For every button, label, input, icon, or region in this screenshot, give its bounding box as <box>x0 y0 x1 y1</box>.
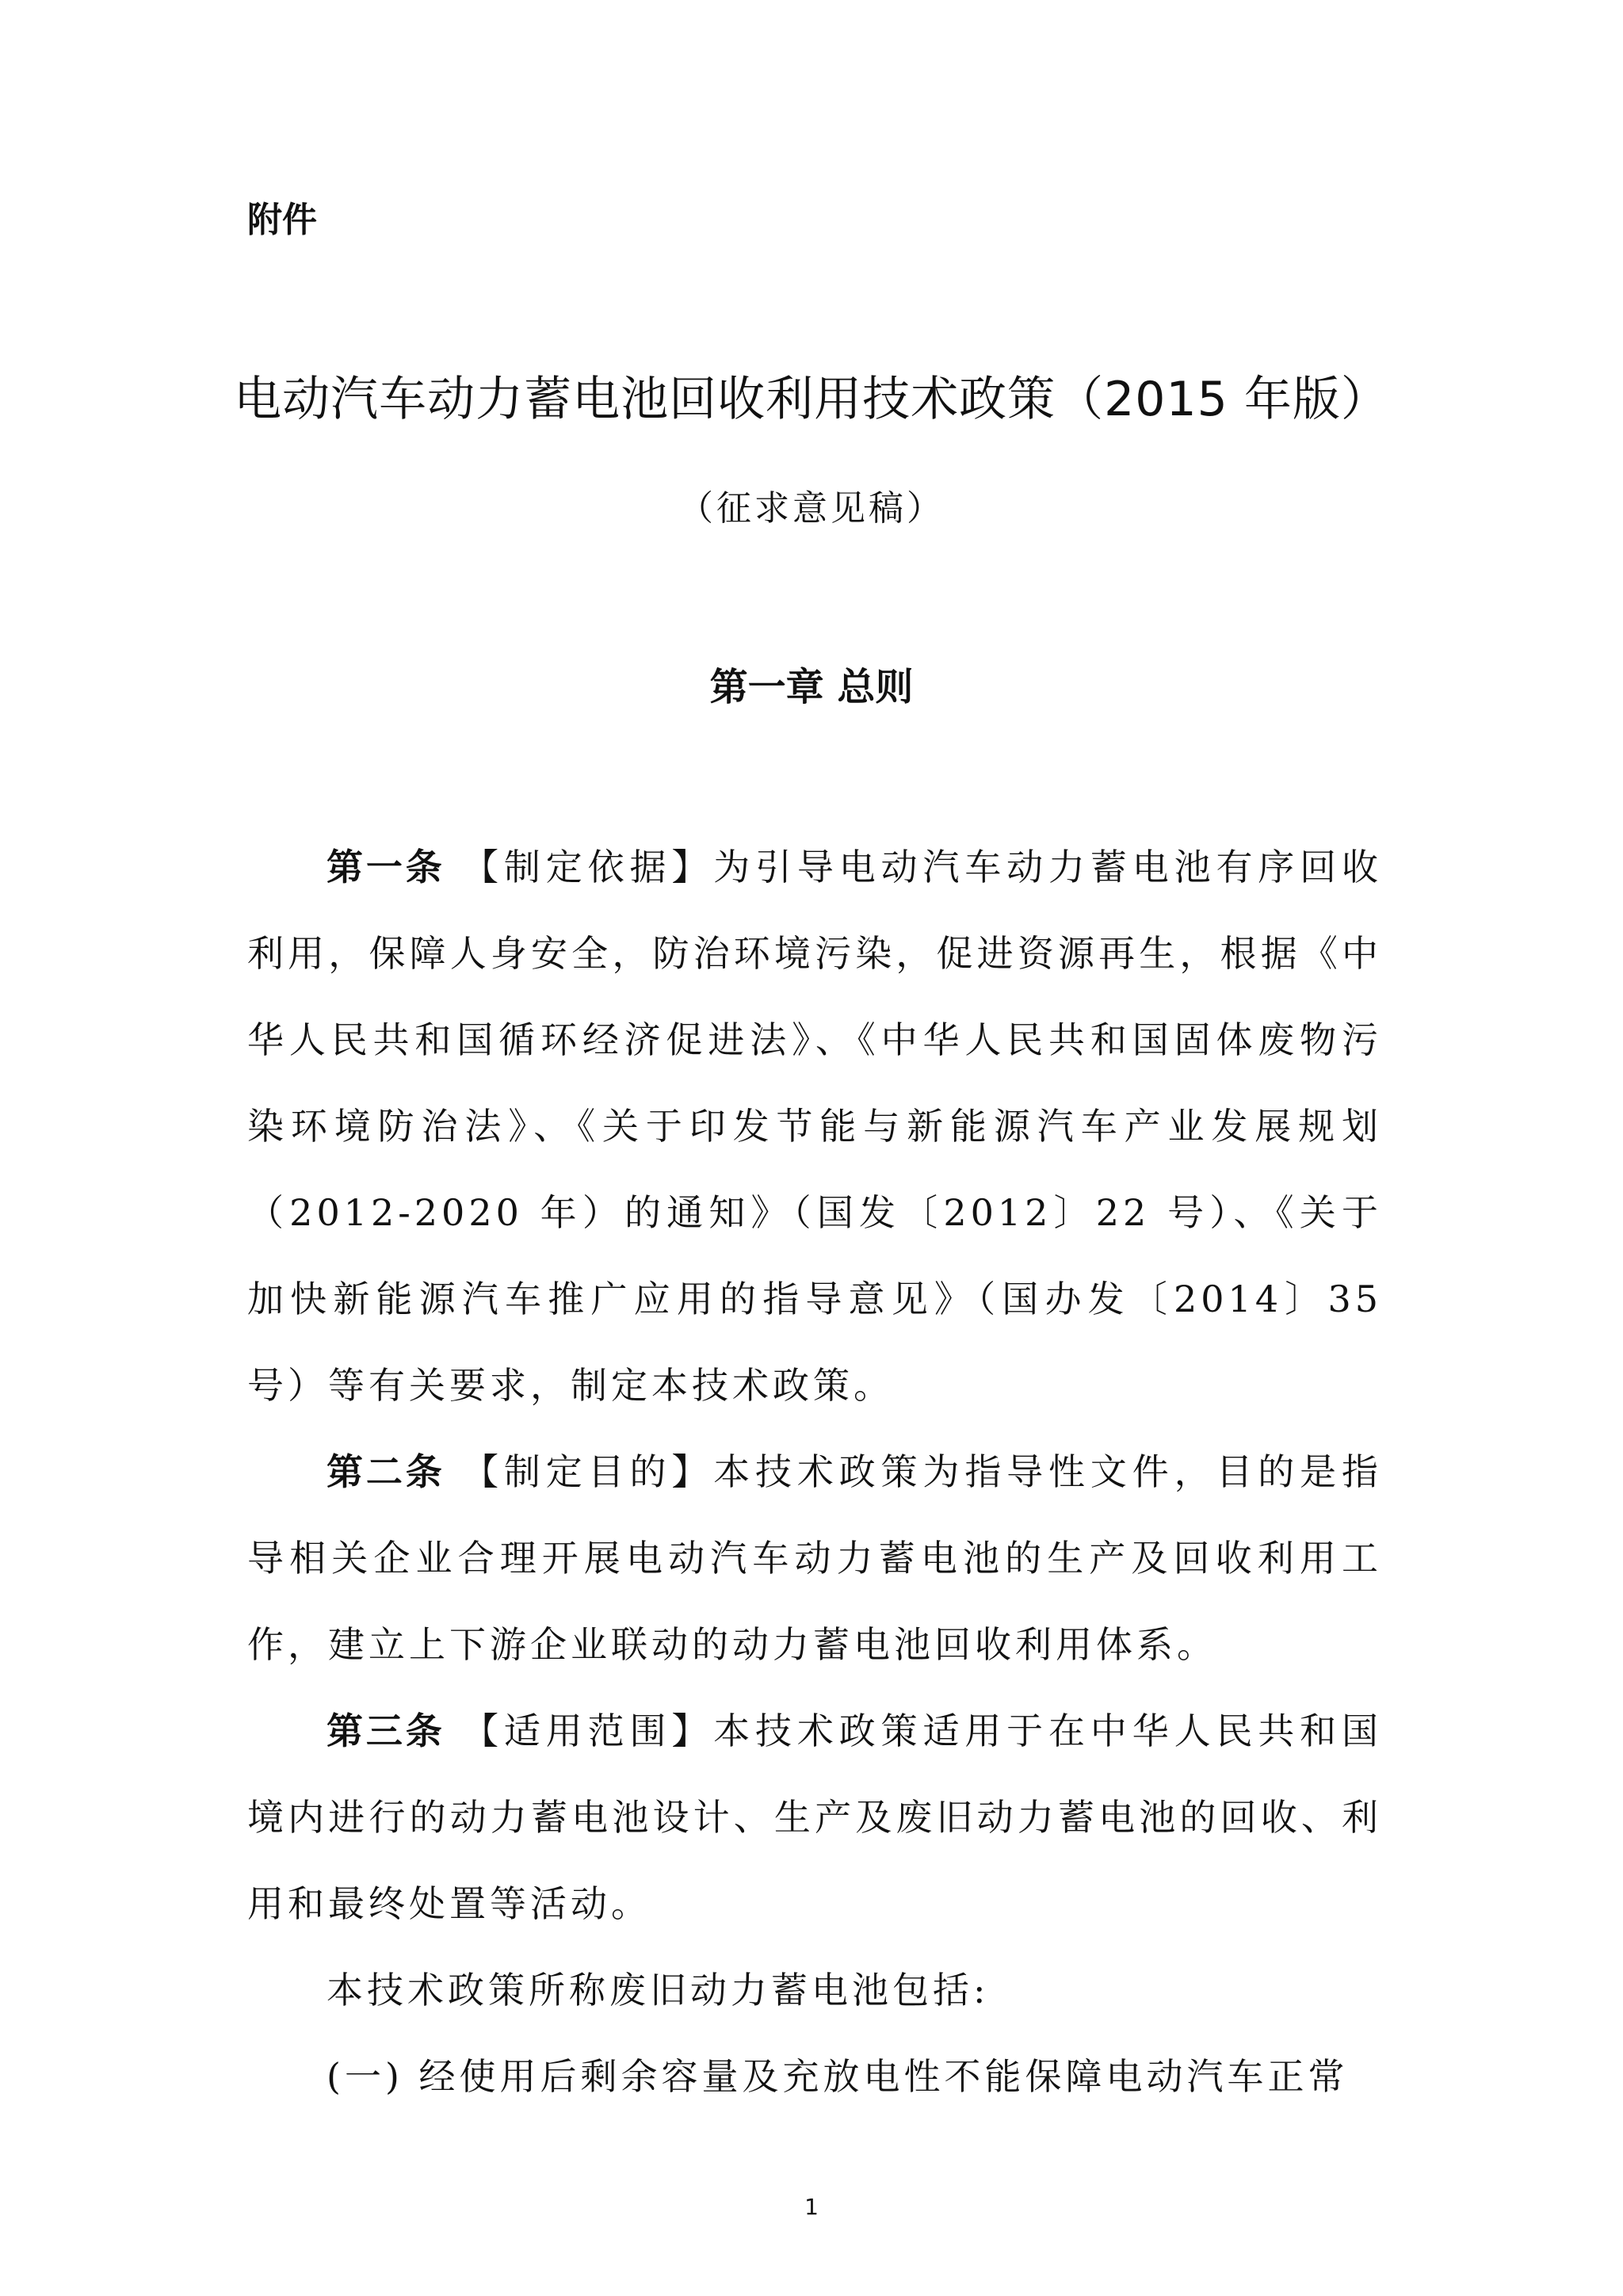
article-1-text: 【制定依据】为引导电动汽车动力蓄电池有序回收利用，保障人身安全，防治环境污染，促进资源再生，根据《中华人民共和国循环经济促进法》、《中华人民共和国固体废物污染环境防治法》、《关于印发节能与新能源汽车产业发展规划（2012-2020 年）的通知》（国发〔2012〕22 号）、《关于加快新能源汽车推广应用的指导意见》（国办发〔2014〕35 号）等有关要求，制定本技术政策。 <box>247 846 1383 1407</box>
article-2-number: 第二条 <box>327 1450 445 1493</box>
article-2 <box>247 1429 1382 1688</box>
scope-intro-paragraph: 本技术政策所称废旧动力蓄电池包括: <box>327 1969 990 2011</box>
article-3-number: 第三条 <box>327 1710 445 1752</box>
article-3-text: 【适用范围】本技术政策适用于在中华人民共和国境内进行的动力蓄电池设计、生产及废旧动力蓄电池的回收、利用和最终处置等活动。 <box>247 1710 1383 1925</box>
attachment-label: 附件 <box>247 200 317 240</box>
article-3 <box>247 1688 1382 1947</box>
chapter-heading: 第一章 总则 <box>709 665 914 709</box>
article-2-text: 【制定目的】本技术政策为指导性文件，目的是指导相关企业合理开展电动汽车动力蓄电池的生产及回收利用工作，建立上下游企业联动的动力蓄电池回收利用体系。 <box>247 1450 1383 1666</box>
article-1 <box>247 824 1382 1429</box>
article-1-number: 第一条 <box>327 846 445 888</box>
scope-item-1: (一) 经使用后剩余容量及充放电性不能保障电动汽车正常 <box>327 2055 1349 2098</box>
document-title: 电动汽车动力蓄电池回收利用技术政策（2015 年版） <box>234 372 1389 427</box>
document-body <box>247 824 1382 2120</box>
page-number: 1 <box>804 2194 819 2220</box>
document-subtitle: （征求意见稿） <box>678 488 945 529</box>
